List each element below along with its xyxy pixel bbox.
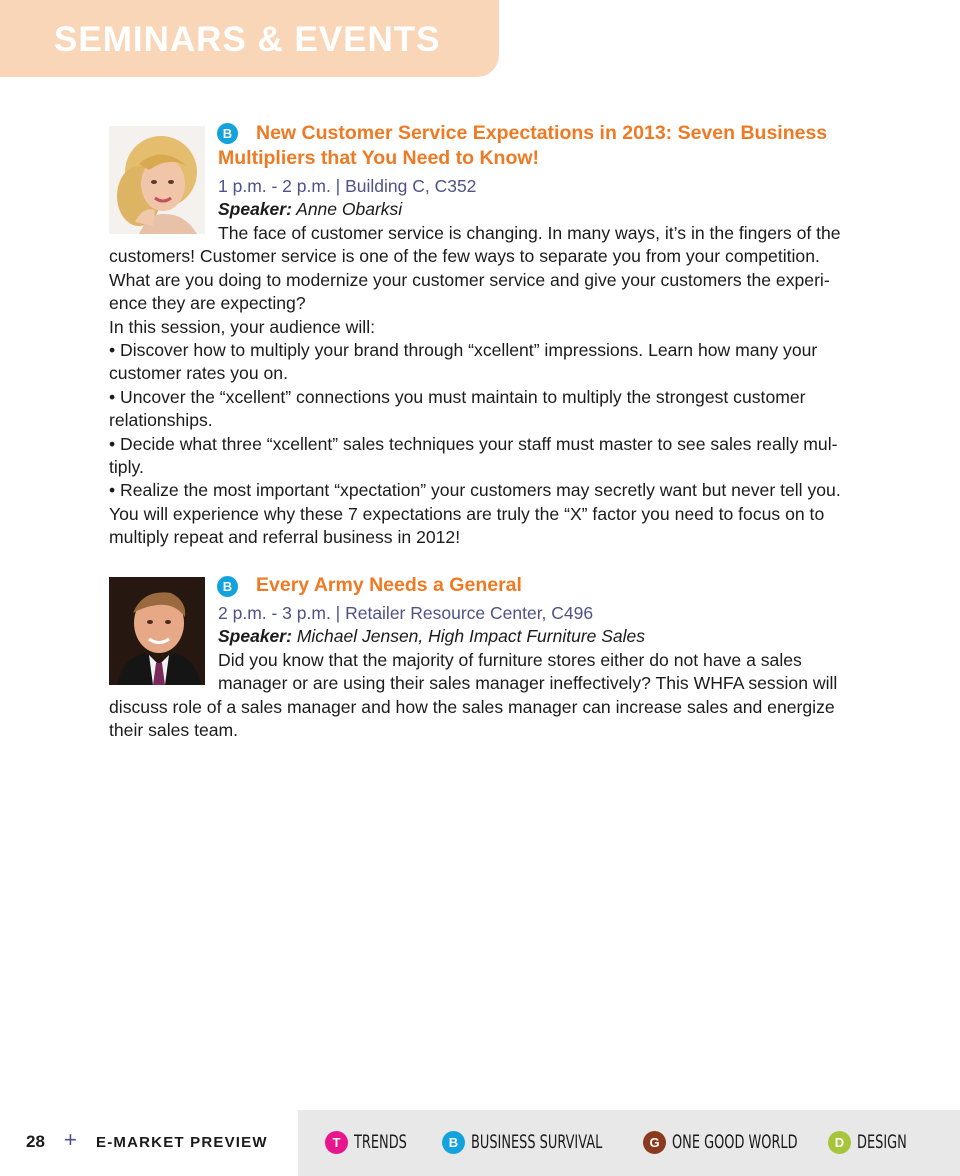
legend-label: ONE GOOD WORLD	[672, 1131, 798, 1153]
section-title: SEMINARS & EVENTS	[54, 20, 441, 59]
legend-item-one-good-world	[643, 1129, 857, 1155]
page-number: 28	[26, 1132, 45, 1151]
speaker-portrait-icon	[109, 126, 205, 234]
trends-badge-icon: T	[325, 1131, 348, 1154]
description-line: • Decide what three “xcellent” sales techniques your staff must master to see sales really mul-	[109, 433, 838, 454]
session-description	[109, 649, 909, 743]
one-good-world-badge-icon: G	[643, 1131, 666, 1154]
description-line: You will experience why these 7 expectations are truly the “X” factor you need to focus on to	[109, 503, 825, 524]
speaker-label: Speaker:	[218, 199, 292, 219]
description-line: manager or are using their sales manager ineffectively? This WHFA session will	[218, 673, 838, 694]
description-line: their sales team.	[109, 720, 239, 741]
description-line: The face of customer service is changing. In many ways, it’s in the fingers of the	[218, 223, 841, 243]
description-line: In this session, your audience will:	[109, 316, 375, 337]
description-line: • Uncover the “xcellent” connections you must maintain to multiply the strongest customer	[109, 386, 806, 407]
plus-icon: +	[64, 1127, 77, 1152]
description-line: tiply.	[109, 457, 144, 478]
publication-name: E-MARKET PREVIEW	[96, 1134, 268, 1151]
legend-label: TRENDS	[354, 1131, 407, 1153]
legend-item-trends	[325, 1129, 432, 1155]
description-line: Did you know that the majority of furniture stores either do not have a sales	[218, 650, 802, 670]
legend-item-business-survival	[442, 1129, 664, 1155]
description-line: discuss role of a sales manager and how the sales manager can increase sales and energize	[109, 696, 835, 717]
session-time-location: 1 p.m. - 2 p.m. | Building C, C352	[218, 176, 477, 196]
legend-label: DESIGN	[857, 1131, 907, 1153]
description-line: • Realize the most important “xpectation” your customers may secretly want but never tell you.	[109, 480, 841, 501]
description-line: ence they are expecting?	[109, 293, 306, 314]
business-survival-badge: B	[217, 123, 238, 144]
session-title-continued: Multipliers that You Need to Know!	[218, 147, 540, 169]
session-speaker	[218, 198, 402, 221]
business-survival-badge: B	[217, 576, 238, 597]
description-line: What are you doing to modernize your customer service and give your customers the experi-	[109, 269, 830, 290]
session-time-location: 2 p.m. - 3 p.m. | Retailer Resource Center, C496	[218, 603, 594, 623]
description-line: multiply repeat and referral business in 2012!	[109, 527, 461, 548]
design-badge-icon: D	[828, 1131, 851, 1154]
session-title: Every Army Needs a General	[256, 574, 522, 596]
speaker-name: Michael Jensen, High Impact Furniture Sales	[296, 626, 646, 646]
business-survival-badge-icon: B	[442, 1131, 465, 1154]
description-line: customer rates you on.	[109, 363, 288, 384]
description-line: customers! Customer service is one of the few ways to separate you from your competition.	[109, 246, 820, 267]
legend-label: BUSINESS SURVIVAL	[471, 1131, 603, 1153]
description-line: • Discover how to multiply your brand through “xcellent” impressions. Learn how many your	[109, 340, 818, 361]
speaker-name: Anne Obarksi	[296, 199, 403, 219]
session-speaker	[218, 625, 645, 648]
legend-item-design	[828, 1129, 930, 1155]
session-title: New Customer Service Expectations in 2013: Seven Business	[256, 122, 828, 144]
speaker-label: Speaker:	[218, 626, 292, 646]
description-line: relationships.	[109, 410, 213, 431]
speaker-photo-anne-obarksi	[109, 126, 205, 234]
session-description	[109, 222, 909, 550]
